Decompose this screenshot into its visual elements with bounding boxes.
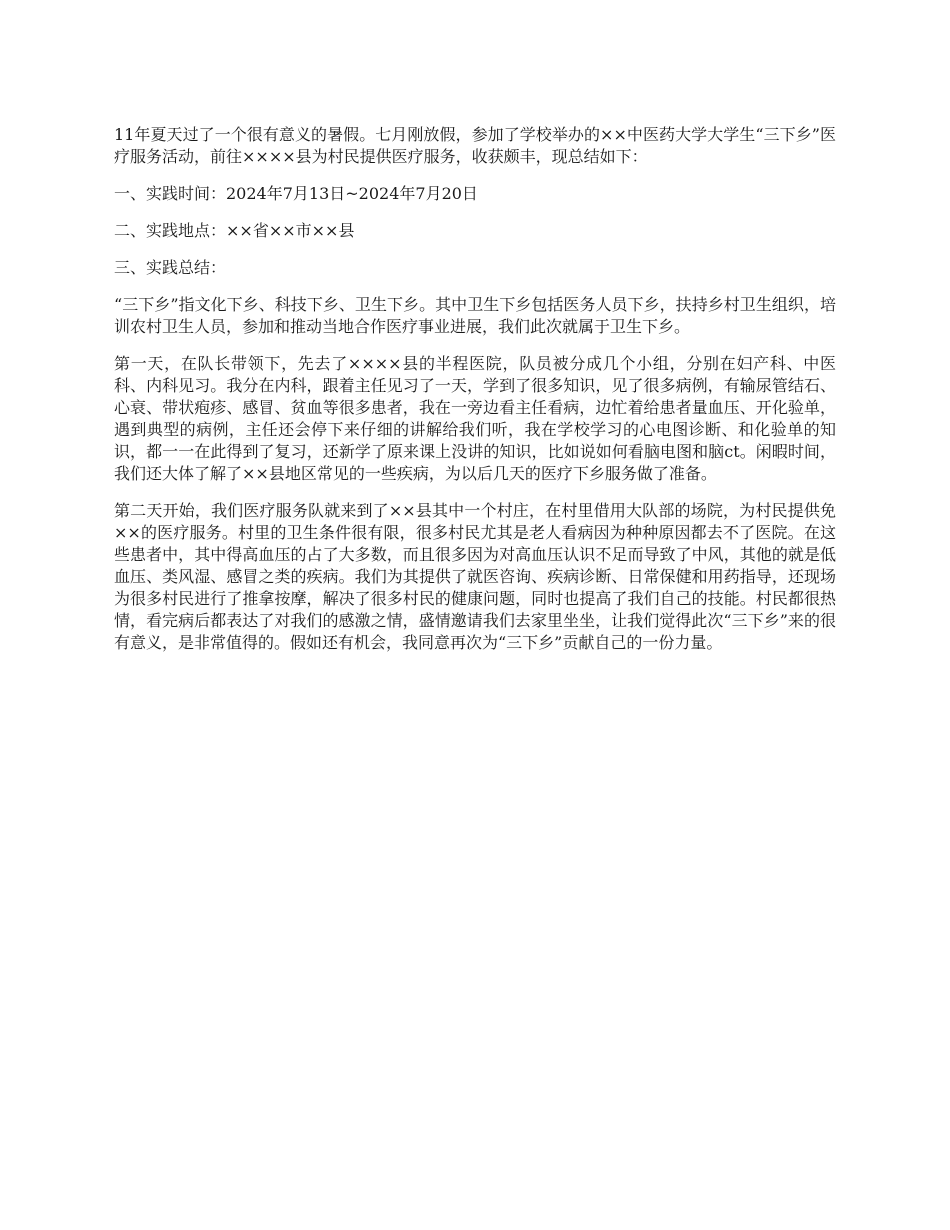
day-one-paragraph: 第一天，在队长带领下，先去了××××县的半程医院，队员被分成几个小组，分别在妇产科、中医科、内科见习。我分在内科，跟着主任见习了一天，学到了很多知识，见了很多病例，有输尿管结石、心衰、带状疱疹、感冒、贫血等很多患者，我在一旁边看主任看病，边忙着给患者量血压、开化验单，遇到典型的病例，主任还会停下来仔细的讲解给我们听，我在学校学习的心电图诊断、和化验单的知识，都一一在此得到了复习，还新学了原来课上没讲的知识，比如说如何看脑电图和脑ct。闲暇时间，我们还大体了解了××县地区常见的一些疾病，为以后几天的医疗下乡服务做了准备。 bbox=[114, 354, 836, 483]
day-two-paragraph: 第二天开始，我们医疗服务队就来到了××县其中一个村庄，在村里借用大队部的场院，为村民提供免××的医疗服务。村里的卫生条件很有限，很多村民尤其是老人看病因为种种原因都去不了医院。在这些患者中，其中得高血压的占了大多数，而且很多因为对高血压认识不足而导致了中风，其他的就是低血压、类风湿、感冒之类的疾病。我们为其提供了就医咨询、疾病诊断、日常保健和用药指导，还现场为很多村民进行了推拿按摩，解决了很多村民的健康问题，同时也提高了我们自己的技能。村民都很热情，看完病后都表达了对我们的感激之情，盛情邀请我们去家里坐坐，让我们觉得此次“三下乡”来的很有意义，是非常值得的。假如还有机会，我同意再次为“三下乡”贡献自己的一份力量。 bbox=[114, 501, 836, 652]
practice-time-line: 一、实践时间：2024年7月13日~2024年7月20日 bbox=[114, 184, 478, 203]
document-body bbox=[114, 124, 836, 669]
practice-location-line: 二、实践地点：××省××市××县 bbox=[114, 221, 355, 240]
practice-summary-heading: 三、实践总结： bbox=[114, 258, 227, 277]
intro-paragraph: 11年夏天过了一个很有意义的暑假。七月刚放假，参加了学校举办的××中医药大学大学生“三下乡”医疗服务活动，前往××××县为村民提供医疗服务，收获颇丰，现总结如下： bbox=[114, 125, 836, 166]
three-rural-definition-paragraph: “三下乡”指文化下乡、科技下乡、卫生下乡。其中卫生下乡包括医务人员下乡，扶持乡村卫生组织，培训农村卫生人员，参加和推动当地合作医疗事业进展，我们此次就属于卫生下乡。 bbox=[114, 295, 836, 336]
